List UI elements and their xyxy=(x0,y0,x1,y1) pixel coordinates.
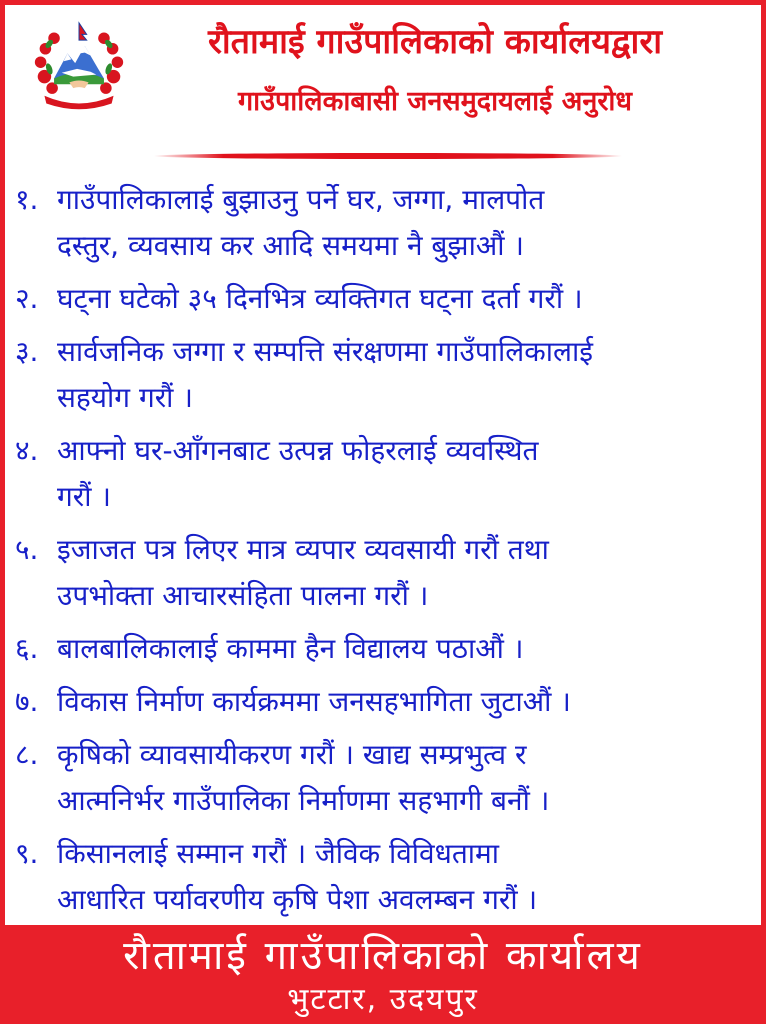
header-title: रौतामाई गाउँपालिकाको कार्यालयद्वारा xyxy=(207,22,663,62)
item-text: दस्तुर, व्यवसाय कर आदि समयमा नै बुझाऔं । xyxy=(57,229,524,262)
item-number: २. xyxy=(15,282,39,315)
item-text: घट्ना घटेको ३५ दिनभित्र व्यक्तिगत घट्ना दर्ता गरौं । xyxy=(57,282,583,315)
item-number: ३. xyxy=(15,335,39,368)
nepal-government-emblem-icon xyxy=(31,19,127,115)
list-item xyxy=(15,177,751,269)
item-number: १. xyxy=(15,183,39,216)
list-item xyxy=(15,329,751,421)
list-item xyxy=(15,732,751,824)
list-item xyxy=(15,679,751,725)
item-number: ७. xyxy=(15,685,39,718)
list-item xyxy=(15,276,751,322)
item-text: आफ्नो घर-आँगनबाट उत्पन्न फोहरलाई व्यवस्थित xyxy=(57,434,539,467)
item-number: ६. xyxy=(15,632,39,665)
item-text: सहयोग गरौं । xyxy=(57,381,193,414)
header-divider xyxy=(153,153,623,159)
list-item xyxy=(15,626,751,672)
item-text: किसानलाई सम्मान गरौं । जैविक विविधतामा xyxy=(57,837,500,870)
footer-office-name: रौतामाई गाउँपालिकाको कार्यालय xyxy=(123,933,643,979)
item-text: आत्मनिर्भर गाउँपालिका निर्माणमा सहभागी बनौं । xyxy=(57,784,550,817)
header-subtitle: गाउँपालिकाबासी जनसमुदायलाई अनुरोध xyxy=(237,86,633,117)
list-item xyxy=(15,831,751,923)
item-text: आधारित पर्यावरणीय कृषि पेशा अवलम्बन गरौं । xyxy=(57,883,538,916)
footer-location: भुटटार, उदयपुर xyxy=(287,982,479,1017)
item-text: सार्वजनिक जग्गा र सम्पत्ति संरक्षणमा गाउँपालिकालाई xyxy=(57,335,593,368)
item-number: ४. xyxy=(15,434,39,467)
item-text: उपभोक्ता आचारसंहिता पालना गरौं । xyxy=(57,579,429,612)
item-text: गाउँपालिकालाई बुझाउनु पर्ने घर, जग्गा, मालपोत xyxy=(57,183,545,216)
item-text: बालबालिकालाई काममा हैन विद्यालय पठाऔं । xyxy=(57,632,524,665)
item-number: ९. xyxy=(15,837,39,870)
request-list xyxy=(15,177,751,930)
list-item xyxy=(15,428,751,520)
item-text: इजाजत पत्र लिएर मात्र व्यपार व्यवसायी गरौं तथा xyxy=(57,533,549,566)
item-number: ८. xyxy=(15,738,39,771)
item-text: कृषिको व्यावसायीकरण गरौं । खाद्य सम्प्रभुत्व र xyxy=(57,738,527,771)
item-text: गरौं । xyxy=(57,480,111,513)
item-number: ५. xyxy=(15,533,39,566)
notice-panel xyxy=(5,5,761,925)
item-text: विकास निर्माण कार्यक्रममा जनसहभागिता जुटाऔं । xyxy=(57,685,571,718)
list-item xyxy=(15,527,751,619)
